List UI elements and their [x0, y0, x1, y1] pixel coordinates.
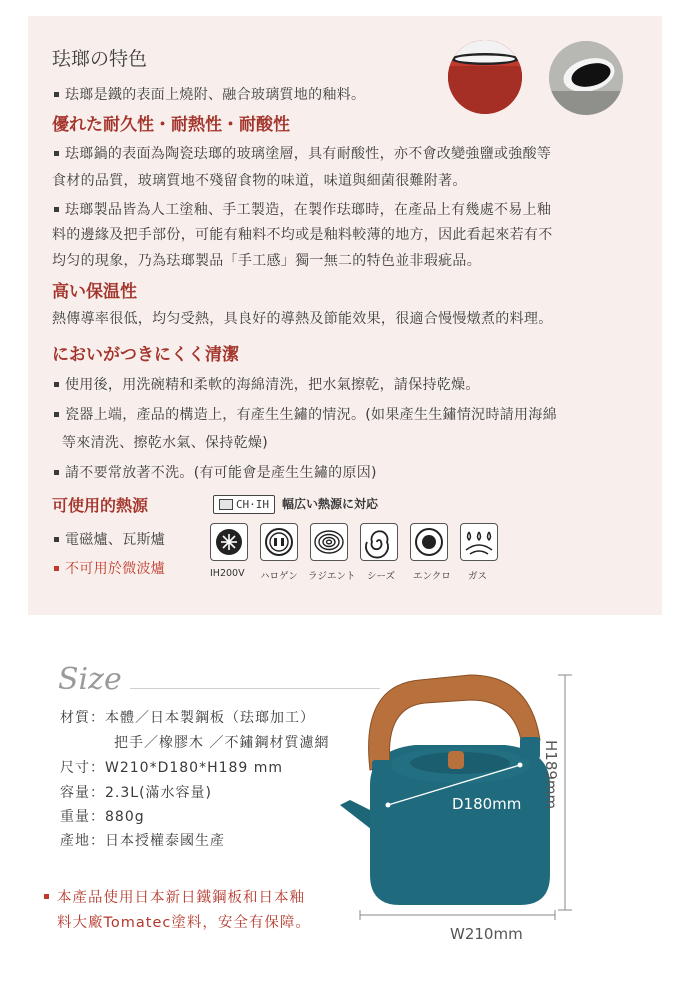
ih-icon [210, 523, 248, 561]
sources-ok: 電磁爐、瓦斯爐 [52, 529, 165, 549]
clean-bullet-2-cont: 等來清洗、擦乾水氣、保持乾燥) [62, 435, 268, 451]
radiant-icon [310, 523, 348, 561]
ch-ih-badge: CH·IH [213, 495, 275, 514]
halogen-icon [260, 523, 298, 561]
depth-label: D180mm [452, 795, 522, 813]
footer-line-1: 本產品使用日本新日鐵鋼板和日本釉 [44, 886, 305, 907]
clean-heading: においがつきにくく清潔 [52, 345, 239, 365]
spec-weight: 重量：880g [60, 809, 145, 825]
halogen-label: ハロゲン [260, 571, 298, 582]
height-label: H189mm [542, 740, 560, 810]
footer-line-2: 料大廠Tomatec塗料，安全有保障。 [57, 915, 311, 931]
clean-bullet-3: 請不要常放著不洗。(有可能會是產生生鏽的原因) [52, 462, 377, 482]
durability-p2-line3: 均匀的現象，乃為珐瑯製品「手工感」獨一無二的特色並非瑕疵品。 [52, 253, 481, 269]
sheathed-heater-icon [360, 523, 398, 561]
size-title: Size [58, 662, 122, 697]
heat-source-note: 幅広い熱源に対応 [282, 497, 379, 511]
spec-material: 材質：本體／日本製鋼板（珐瑯加工） [60, 710, 315, 726]
gas-label: ガス [468, 571, 488, 582]
enclosed-label: エンクロ [413, 571, 451, 582]
durability-p1-line1: 珐瑯鍋的表面為陶瓷珐瑯的玻璃塗層，具有耐酸性，亦不會改變強鹽或強酸等 [52, 143, 551, 163]
spec-capacity: 容量：2.3L(滿水容量) [60, 785, 212, 801]
plug-icon [219, 499, 233, 510]
intro-text: 珐瑯是鐵的表面上燒附、融合玻璃質地的釉料。 [52, 84, 365, 104]
sheathed-label: シーズ [367, 571, 396, 582]
spec-handle: 把手／橡膠木 ／不鏽鋼材質濾網 [114, 735, 330, 751]
gas-icon [460, 523, 498, 561]
spec-origin: 產地：日本授權泰國生產 [60, 833, 225, 849]
heat-heading: 高い保温性 [52, 282, 137, 302]
width-label: W210mm [450, 925, 523, 943]
durability-p1-line2: 食材的品質，玻璃質地不殘留食物的味道，味道與細菌很難附著。 [52, 173, 467, 189]
durability-heading: 優れた耐久性・耐熱性・耐酸性 [52, 115, 290, 135]
heat-text: 熱傳導率很低，均匀受熱，具良好的導熱及節能效果，很適合慢慢燉煮的料理。 [52, 311, 553, 327]
sources-ng: 不可用於微波爐 [52, 558, 165, 578]
sources-heading: 可使用的熱源 [52, 496, 149, 515]
features-title: 珐瑯の特色 [52, 48, 148, 70]
durability-p2-line2: 料的邊緣及把手部份，可能有釉料不均或是釉料較薄的地方，因此看起來若有不 [52, 227, 553, 243]
durability-p2-line1: 珐瑯製品皆為人工塗釉、手工製造，在製作珐瑯時，在產品上有幾處不易上釉 [52, 199, 551, 219]
spec-dimensions: 尺寸：W210*D180*H189 mm [60, 760, 284, 776]
radiant-label: ラジエント [308, 571, 356, 582]
ih-label: IH200V [210, 568, 245, 579]
enamel-red-photo [448, 40, 522, 114]
clean-bullet-2: 瓷器上端，產品的構造上，有產生生鏽的情況。(如果產生生鏽情況時請用海綿 [52, 404, 557, 424]
enamel-edge-photo [549, 41, 623, 115]
enclosed-heater-icon [410, 523, 448, 561]
clean-bullet-1: 使用後，用洗碗精和柔軟的海綿清洗，把水氣擦乾，請保持乾燥。 [52, 374, 480, 394]
